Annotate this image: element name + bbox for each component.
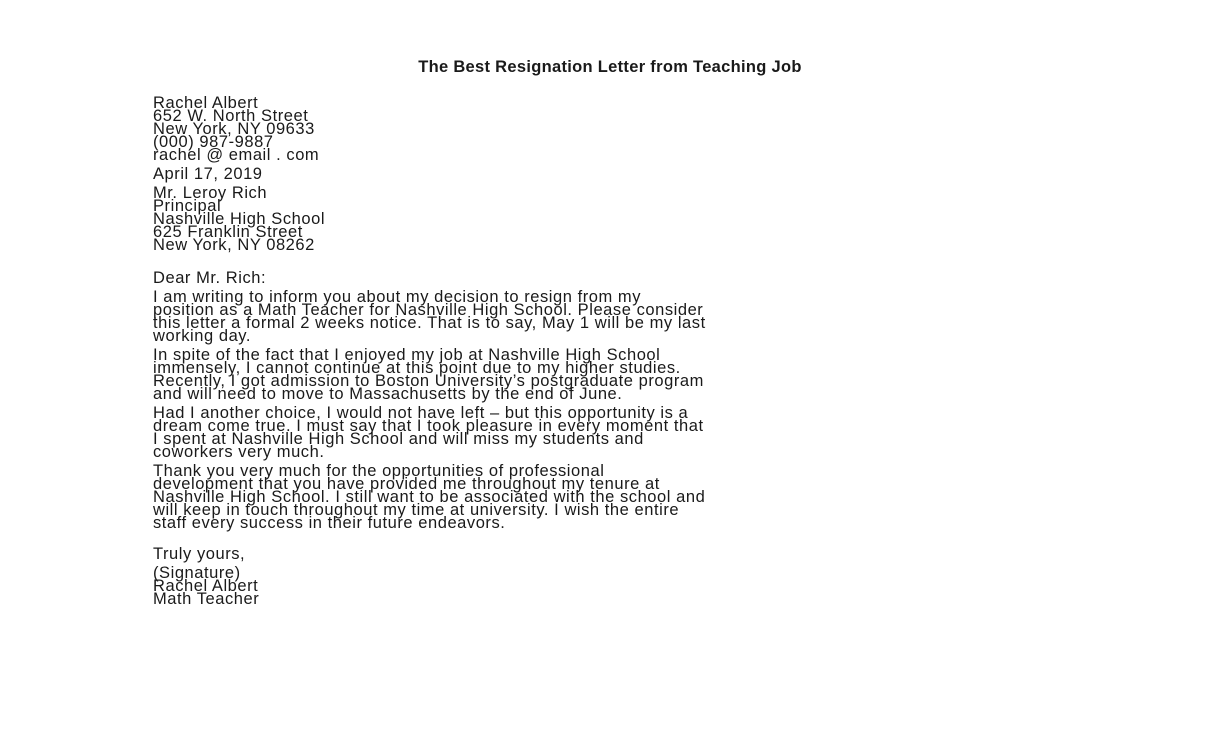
paragraph-line: working day. <box>153 327 252 345</box>
paragraph-line: In spite of the fact that I enjoyed my job at Nashville High School <box>153 346 661 364</box>
salutation: Dear Mr. Rich: <box>153 269 267 287</box>
paragraph-line: this letter a formal 2 weeks notice. That is to say, May 1 will be my last <box>153 314 706 332</box>
letter-title: The Best Resignation Letter from Teaching Job <box>418 58 802 76</box>
paragraph-4 <box>153 462 1073 532</box>
signature-role: Math Teacher <box>153 590 260 608</box>
paragraph-line: I am writing to inform you about my decision to resign from my <box>153 288 642 306</box>
sender-phone: (000) 987-9887 <box>153 133 274 151</box>
sender-street: 652 W. North Street <box>153 107 309 125</box>
paragraph-line: Recently, I got admission to Boston University’s postgraduate program <box>153 372 704 390</box>
sender-address <box>153 94 1073 164</box>
paragraph-line: position as a Math Teacher for Nashville High School. Please consider <box>153 301 704 319</box>
paragraph-line: Thank you very much for the opportunities of professional <box>153 462 605 480</box>
paragraph-line: coworkers very much. <box>153 443 325 461</box>
paragraph-line: dream come true. I must say that I took pleasure in every moment that <box>153 417 704 435</box>
signature-name: Rachel Albert <box>153 577 259 595</box>
closing: Truly yours, <box>153 545 246 563</box>
sender-city: New York, NY 09633 <box>153 120 315 138</box>
paragraph-line: staff every success in their future endeavors. <box>153 514 506 532</box>
recipient-name: Mr. Leroy Rich <box>153 184 268 202</box>
paragraph-line: immensely, I cannot continue at this point due to my higher studies. <box>153 359 681 377</box>
recipient-street: 625 Franklin Street <box>153 223 303 241</box>
recipient-city: New York, NY 08262 <box>153 236 315 254</box>
letter-body <box>153 94 1073 608</box>
paragraph-3 <box>153 404 1073 461</box>
signature-block <box>153 564 1073 608</box>
paragraph-line: I spent at Nashville High School and will miss my students and <box>153 430 644 448</box>
signature-placeholder: (Signature) <box>153 564 241 582</box>
sender-email: rachel @ email . com <box>153 146 320 164</box>
recipient-title: Principal <box>153 197 222 215</box>
paragraph-line: will keep in touch throughout my time at university. I wish the entire <box>153 501 680 519</box>
paragraph-2 <box>153 346 1073 403</box>
paragraph-line: Nashville High School. I still want to be associated with the school and <box>153 488 706 506</box>
paragraph-line: Had I another choice, I would not have left – but this opportunity is a <box>153 404 689 422</box>
recipient-school: Nashville High School <box>153 210 326 228</box>
paragraph-line: and will need to move to Massachusetts by the end of June. <box>153 385 623 403</box>
paragraph-line: development that you have provided me throughout my tenure at <box>153 475 660 493</box>
letter-date: April 17, 2019 <box>153 165 263 183</box>
paragraph-1 <box>153 288 1073 345</box>
recipient-address <box>153 184 1073 254</box>
sender-name: Rachel Albert <box>153 94 259 112</box>
